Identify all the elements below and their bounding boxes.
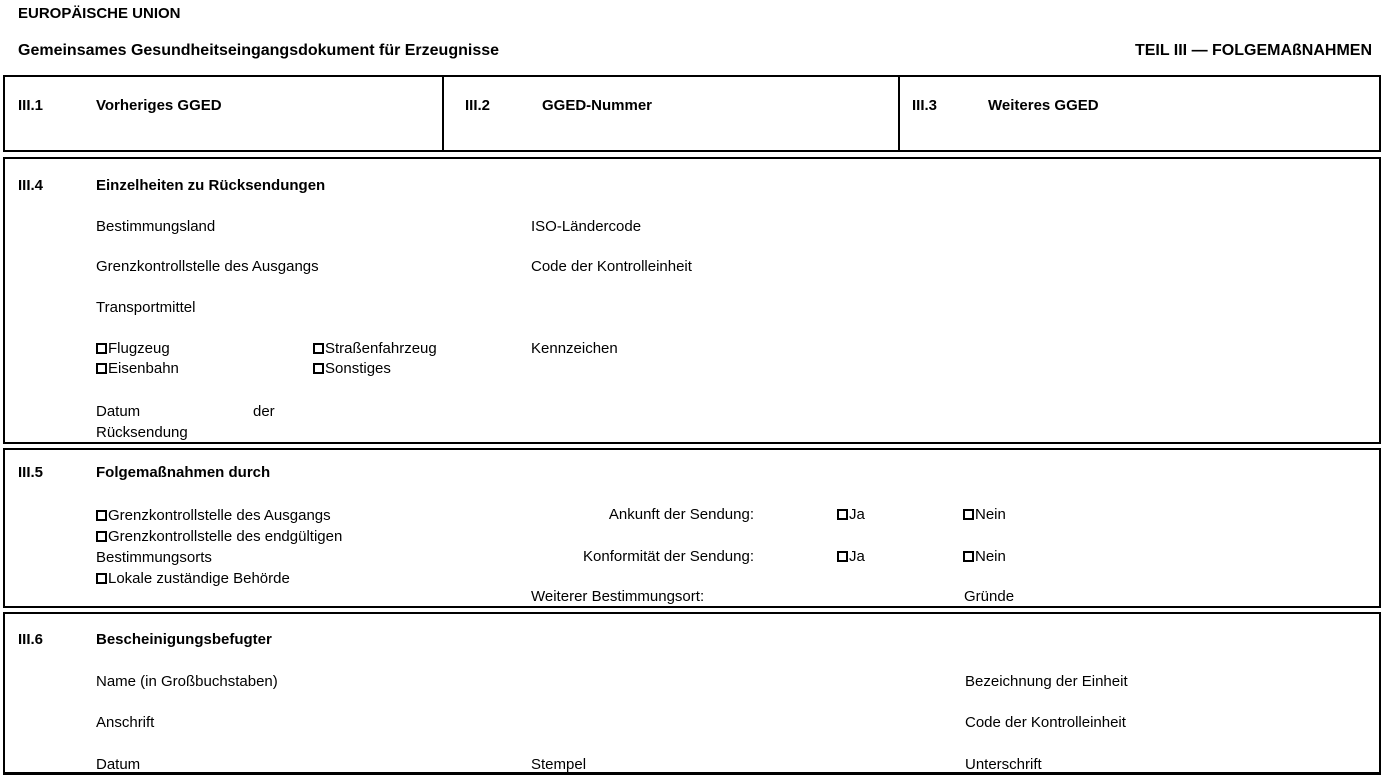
conformity-no-checkbox[interactable]	[963, 551, 974, 562]
final-bcp-checkbox[interactable]	[96, 531, 107, 542]
certifying-officer-name-label: Name (in Großbuchstaben)	[96, 673, 278, 690]
exit-bcp-checkbox[interactable]	[96, 510, 107, 521]
exit-bcp-option-label: Grenzkontrollstelle des Ausgangs	[108, 507, 331, 524]
railway-label: Eisenbahn	[108, 360, 179, 377]
exit-bcp-label: Grenzkontrollstelle des Ausgangs	[96, 258, 319, 275]
section-III5-box	[3, 448, 1381, 608]
local-authority-option	[96, 568, 290, 589]
cell-divider	[442, 77, 444, 150]
section-III4-title: Einzelheiten zu Rücksendungen	[96, 177, 326, 194]
conformity-no-option	[963, 547, 1006, 566]
airplane-option	[96, 339, 170, 358]
section-III6-title: Bescheinigungsbefugter	[96, 631, 272, 648]
railway-checkbox[interactable]	[96, 363, 107, 374]
section-III6-num: III.6	[18, 631, 44, 648]
field-num-gged-number: III.2	[465, 97, 491, 114]
control-unit-code-label-III6: Code der Kontrolleinheit	[965, 714, 1126, 731]
conformity-yes-checkbox[interactable]	[837, 551, 848, 562]
arrival-yes-checkbox[interactable]	[837, 509, 848, 520]
airplane-checkbox[interactable]	[96, 343, 107, 354]
cell-divider	[898, 77, 900, 150]
section-III4-num: III.4	[18, 177, 44, 194]
field-num-previous-gged: III.1	[18, 97, 44, 114]
further-destination-label: Weiterer Bestimmungsort:	[531, 588, 705, 605]
conformity-yes-option	[837, 547, 865, 566]
transport-means-label: Transportmittel	[96, 299, 196, 316]
other-transport-option	[313, 359, 391, 378]
field-label-previous-gged: Vorheriges GGED	[96, 97, 222, 114]
address-label: Anschrift	[96, 714, 155, 731]
other-transport-checkbox[interactable]	[313, 363, 324, 374]
conformity-label: Konformität der Sendung:	[583, 548, 754, 565]
registration-label: Kennzeichen	[531, 340, 618, 357]
field-num-further-gged: III.3	[912, 97, 938, 114]
union-heading: EUROPÄISCHE UNION	[18, 5, 181, 22]
part-title: TEIL III — FOLGEMAßNAHMEN	[1134, 42, 1372, 59]
railway-option	[96, 359, 179, 378]
return-date-word-ruecksendung: Rücksendung	[96, 424, 188, 441]
arrival-no-option	[963, 505, 1006, 524]
section-III4-box	[3, 157, 1381, 444]
reasons-label: Gründe	[964, 588, 1015, 605]
return-date-word-datum: Datum	[96, 403, 141, 420]
conformity-no-label: Nein	[975, 548, 1006, 565]
unit-name-label: Bezeichnung der Einheit	[965, 673, 1128, 690]
arrival-yes-label: Ja	[849, 506, 865, 523]
section-III5-title: Folgemaßnahmen durch	[96, 464, 271, 481]
control-unit-code-label: Code der Kontrolleinheit	[531, 258, 692, 275]
section-III6-box	[3, 612, 1381, 775]
final-bcp-option-line1	[96, 526, 342, 547]
arrival-label: Ankunft der Sendung:	[608, 506, 754, 523]
destination-country-label: Bestimmungsland	[96, 218, 216, 235]
field-label-gged-number: GGED-Nummer	[542, 97, 653, 114]
local-authority-option-label: Lokale zuständige Behörde	[108, 570, 290, 587]
arrival-yes-option	[837, 505, 865, 524]
iso-country-code-label: ISO-Ländercode	[531, 218, 642, 235]
stamp-label: Stempel	[531, 756, 587, 773]
signature-label: Unterschrift	[965, 756, 1042, 773]
exit-bcp-option	[96, 505, 331, 526]
road-vehicle-option	[313, 339, 437, 358]
conformity-yes-label: Ja	[849, 548, 865, 565]
road-vehicle-checkbox[interactable]	[313, 343, 324, 354]
return-date-word-der: der	[253, 403, 275, 420]
date-label: Datum	[96, 756, 141, 773]
final-bcp-option-label-line1: Grenzkontrollstelle des endgültigen	[108, 528, 343, 545]
top-row-box	[3, 75, 1381, 152]
airplane-label: Flugzeug	[108, 340, 170, 357]
document-title: Gemeinsames Gesundheitseingangsdokument für Erzeugnisse	[18, 42, 500, 59]
other-transport-label: Sonstiges	[325, 360, 391, 377]
field-label-further-gged: Weiteres GGED	[988, 97, 1099, 114]
final-bcp-option-label-line2: Bestimmungsorts	[96, 549, 212, 566]
local-authority-checkbox[interactable]	[96, 573, 107, 584]
arrival-no-checkbox[interactable]	[963, 509, 974, 520]
road-vehicle-label: Straßenfahrzeug	[325, 340, 437, 357]
section-III5-num: III.5	[18, 464, 44, 481]
arrival-no-label: Nein	[975, 506, 1006, 523]
